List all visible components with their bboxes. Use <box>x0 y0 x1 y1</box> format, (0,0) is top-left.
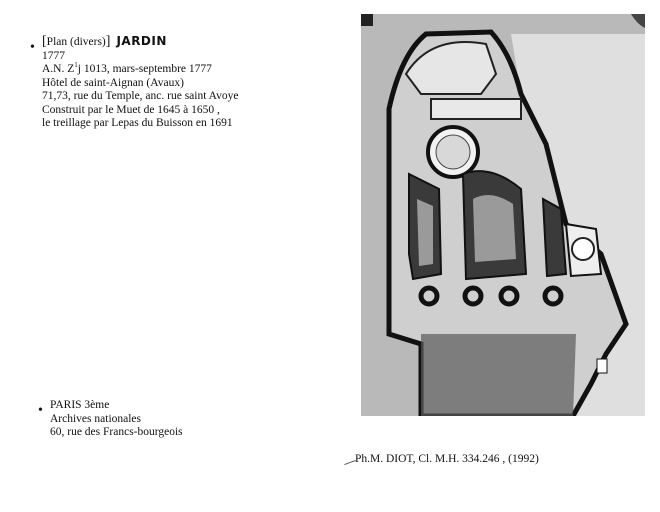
garden-plan-drawing <box>361 14 645 416</box>
record-building: Hôtel de saint-Aignan (Avaux) <box>42 76 184 89</box>
location-block <box>50 399 183 440</box>
record-bullet: • <box>30 40 35 55</box>
record-archive-ref: A.N. $Z^1j$ 1013, mars-septembre 1777 <box>42 61 212 75</box>
record-block <box>42 35 238 131</box>
record-title: Plan (divers) <box>46 36 106 48</box>
right-pavilion-circle <box>572 238 594 260</box>
parterre-center-inner <box>473 195 516 262</box>
photo-caption: Ph.M. DIOT, Cl. M.H. 334.246 , (1992) <box>355 453 539 465</box>
location-bullet: • <box>38 403 43 418</box>
location-street: 60, rue des Francs-bourgeois <box>50 426 183 438</box>
location-institution: Archives nationales <box>50 412 142 425</box>
plan-lower-area <box>421 334 576 416</box>
record-construction: Construit par le Muet de 1645 à 1650 , <box>42 103 220 116</box>
photo-corner-right <box>631 14 645 28</box>
photo-corner-left <box>361 14 373 26</box>
record-title-line <box>42 35 238 50</box>
plan-small-mark <box>597 359 607 373</box>
parterre-left-inner <box>417 199 433 266</box>
title-bracket-close: ] <box>105 34 111 49</box>
location-city: PARIS 3ème <box>50 399 110 411</box>
fountain-inner <box>436 135 470 169</box>
plan-platform <box>431 99 521 119</box>
record-address: 71,73, rue du Temple, anc. rue saint Avoye <box>42 90 239 102</box>
title-bracket-open: [ <box>42 34 47 49</box>
handwritten-label: JARDIN <box>116 34 167 48</box>
garden-plan-photograph <box>361 14 645 416</box>
record-year: 1777 <box>42 49 65 62</box>
record-treillage: le treillage par Lepas du Buisson en 1691 <box>42 117 233 129</box>
